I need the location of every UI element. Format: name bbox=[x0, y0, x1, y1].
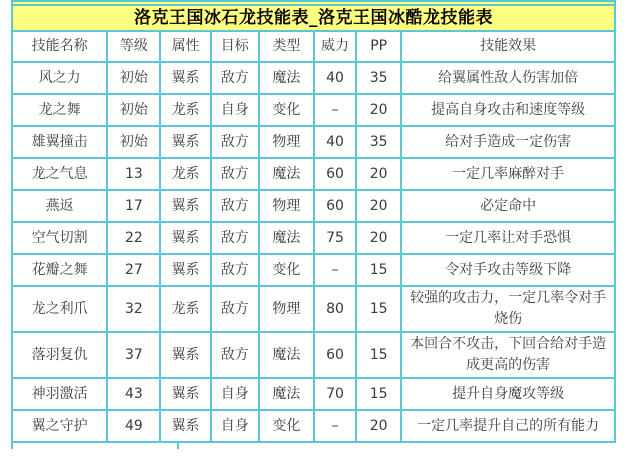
col-header-type: 类型 bbox=[259, 31, 314, 62]
cell-pp: 20 bbox=[356, 190, 401, 222]
cell-type: 魔法 bbox=[259, 62, 314, 94]
cell-pp: 15 bbox=[356, 332, 401, 378]
cell-effect: 令对手攻击等级下降 bbox=[401, 254, 615, 286]
cell-level: 37 bbox=[107, 332, 160, 378]
cell-level: 初始 bbox=[107, 62, 160, 94]
cell-target: 敌方 bbox=[211, 190, 259, 222]
cell-level: 初始 bbox=[107, 94, 160, 126]
cutoff-border-left bbox=[11, 443, 13, 449]
cell-skill-name: 龙之气息 bbox=[12, 158, 107, 190]
cell-attribute: 翼系 bbox=[160, 62, 210, 94]
table-body bbox=[12, 62, 615, 442]
cell-pp: 20 bbox=[356, 94, 401, 126]
cell-skill-name: 空气切割 bbox=[12, 222, 107, 254]
cell-type: 魔法 bbox=[259, 332, 314, 378]
table-row bbox=[12, 222, 615, 254]
cell-effect: 一定几率让对手恐惧 bbox=[401, 222, 615, 254]
cell-skill-name: 落羽复仇 bbox=[12, 332, 107, 378]
cell-attribute: 龙系 bbox=[160, 158, 210, 190]
cell-pp: 20 bbox=[356, 222, 401, 254]
col-header-pp: PP bbox=[356, 31, 401, 62]
cell-type: 物理 bbox=[259, 190, 314, 222]
cell-skill-name: 风之力 bbox=[12, 62, 107, 94]
cell-attribute: 翼系 bbox=[160, 222, 210, 254]
table-row bbox=[12, 378, 615, 410]
cell-attribute: 翼系 bbox=[160, 378, 210, 410]
cell-target: 敌方 bbox=[211, 254, 259, 286]
cell-power: 75 bbox=[314, 222, 356, 254]
cell-attribute: 翼系 bbox=[160, 190, 210, 222]
cell-effect: 一定几率提升自己的所有能力 bbox=[401, 410, 615, 442]
cell-power: – bbox=[314, 94, 356, 126]
cell-skill-name: 龙之舞 bbox=[12, 94, 107, 126]
cell-pp: 15 bbox=[356, 286, 401, 332]
cell-level: 17 bbox=[107, 190, 160, 222]
cell-attribute: 龙系 bbox=[160, 94, 210, 126]
cell-pp: 35 bbox=[356, 62, 401, 94]
cell-pp: 15 bbox=[356, 254, 401, 286]
cell-skill-name: 翼之守护 bbox=[12, 410, 107, 442]
col-header-attribute: 属性 bbox=[160, 31, 210, 62]
cell-skill-name: 花瓣之舞 bbox=[12, 254, 107, 286]
cell-type: 魔法 bbox=[259, 378, 314, 410]
table-row bbox=[12, 190, 615, 222]
cell-attribute: 翼系 bbox=[160, 332, 210, 378]
cell-skill-name: 雄翼撞击 bbox=[12, 126, 107, 158]
cutoff-row-bottom bbox=[11, 443, 616, 449]
cell-effect: 较强的攻击力，一定几率令对手烧伤 bbox=[401, 286, 615, 332]
cell-power: 60 bbox=[314, 158, 356, 190]
cell-skill-name: 燕返 bbox=[12, 190, 107, 222]
cell-level: 49 bbox=[107, 410, 160, 442]
cell-level: 27 bbox=[107, 254, 160, 286]
cell-level: 22 bbox=[107, 222, 160, 254]
col-header-power: 威力 bbox=[314, 31, 356, 62]
cell-target: 自身 bbox=[211, 378, 259, 410]
cell-pp: 20 bbox=[356, 158, 401, 190]
cell-pp: 15 bbox=[356, 378, 401, 410]
cell-effect: 一定几率麻醉对手 bbox=[401, 158, 615, 190]
cell-level: 32 bbox=[107, 286, 160, 332]
cutoff-border-mid bbox=[177, 443, 179, 449]
cell-level: 初始 bbox=[107, 126, 160, 158]
cell-effect: 给翼属性敌人伤害加倍 bbox=[401, 62, 615, 94]
title-row bbox=[12, 5, 615, 31]
table-row bbox=[12, 254, 615, 286]
cell-power: 60 bbox=[314, 332, 356, 378]
table-row bbox=[12, 286, 615, 332]
cell-power: 60 bbox=[314, 190, 356, 222]
col-header-target: 目标 bbox=[211, 31, 259, 62]
cell-type: 变化 bbox=[259, 254, 314, 286]
cell-target: 敌方 bbox=[211, 332, 259, 378]
cell-power: 80 bbox=[314, 286, 356, 332]
cell-power: 40 bbox=[314, 126, 356, 158]
cell-attribute: 翼系 bbox=[160, 410, 210, 442]
table-row bbox=[12, 94, 615, 126]
table-row bbox=[12, 62, 615, 94]
cell-power: 70 bbox=[314, 378, 356, 410]
col-header-level: 等级 bbox=[107, 31, 160, 62]
table-row bbox=[12, 126, 615, 158]
table-title: 洛克王国冰石龙技能表_洛克王国冰酷龙技能表 bbox=[12, 5, 615, 31]
cell-target: 敌方 bbox=[211, 158, 259, 190]
cell-type: 魔法 bbox=[259, 222, 314, 254]
cell-type: 变化 bbox=[259, 410, 314, 442]
cell-skill-name: 龙之利爪 bbox=[12, 286, 107, 332]
cell-effect: 提升自身魔攻等级 bbox=[401, 378, 615, 410]
cell-target: 敌方 bbox=[211, 286, 259, 332]
cell-level: 13 bbox=[107, 158, 160, 190]
cell-pp: 35 bbox=[356, 126, 401, 158]
cell-type: 物理 bbox=[259, 126, 314, 158]
table-row bbox=[12, 332, 615, 378]
cell-power: 40 bbox=[314, 62, 356, 94]
table-row bbox=[12, 410, 615, 442]
cell-attribute: 翼系 bbox=[160, 126, 210, 158]
cell-attribute: 龙系 bbox=[160, 286, 210, 332]
cell-target: 敌方 bbox=[211, 222, 259, 254]
cell-power: – bbox=[314, 410, 356, 442]
cell-effect: 提高自身攻击和速度等级 bbox=[401, 94, 615, 126]
cell-power: – bbox=[314, 254, 356, 286]
cell-level: 43 bbox=[107, 378, 160, 410]
cell-target: 敌方 bbox=[211, 126, 259, 158]
cell-target: 自身 bbox=[211, 94, 259, 126]
cell-effect: 给对手造成一定伤害 bbox=[401, 126, 615, 158]
cell-skill-name: 神羽激活 bbox=[12, 378, 107, 410]
header-row bbox=[12, 31, 615, 62]
cell-type: 魔法 bbox=[259, 158, 314, 190]
col-header-skill-name: 技能名称 bbox=[12, 31, 107, 62]
cell-type: 物理 bbox=[259, 286, 314, 332]
cell-type: 变化 bbox=[259, 94, 314, 126]
table-row bbox=[12, 158, 615, 190]
cell-attribute: 翼系 bbox=[160, 254, 210, 286]
cell-target: 自身 bbox=[211, 410, 259, 442]
cell-effect: 必定命中 bbox=[401, 190, 615, 222]
col-header-effect: 技能效果 bbox=[401, 31, 615, 62]
cell-effect: 本回合不攻击，下回合给对手造成更高的伤害 bbox=[401, 332, 615, 378]
cell-pp: 20 bbox=[356, 410, 401, 442]
skill-table bbox=[11, 0, 616, 443]
cell-target: 敌方 bbox=[211, 62, 259, 94]
